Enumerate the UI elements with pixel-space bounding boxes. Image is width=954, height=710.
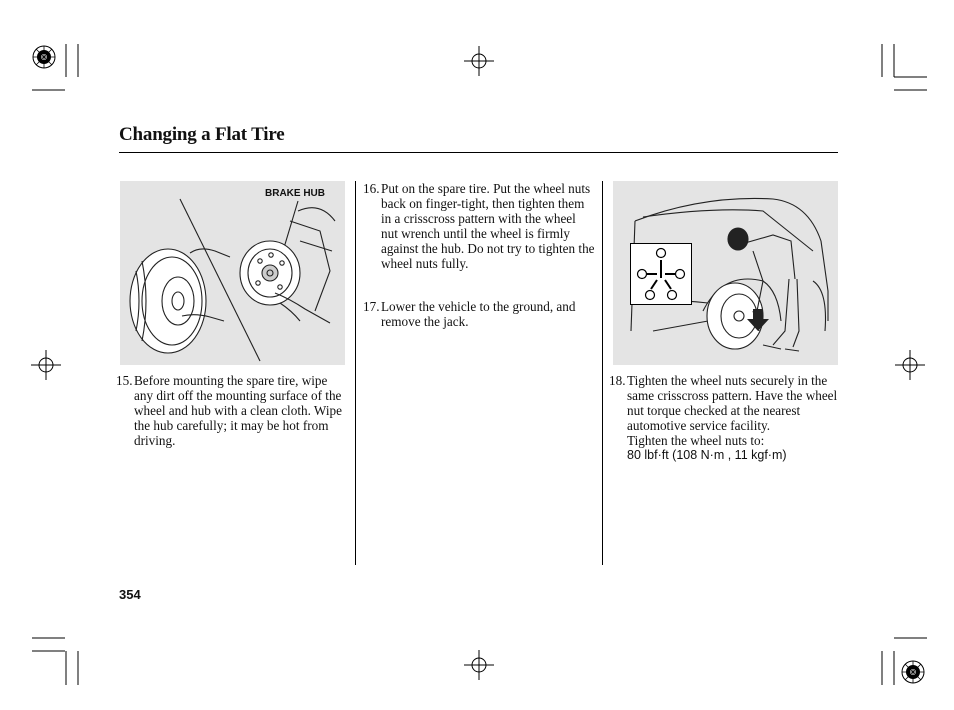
column-divider (355, 181, 356, 565)
step-text: Put on the spare tire. Put the wheel nuts back on finger-tight, then tighten them in a crisscross pattern with the wheel nut wrench until the wheel is firmly against the hub. Do not try to tighten the wheel nuts fully. (381, 181, 595, 271)
torque-value: 80 lbf·ft (108 N·m , 11 kgf·m) (627, 448, 787, 462)
step-15 (116, 373, 344, 448)
step-text: Before mounting the spare tire, wipe any dirt off the mounting surface of the wheel and hub with a clean cloth. Wipe the hub carefully; it may be hot from driving. (134, 373, 342, 448)
figure-brake-hub (120, 181, 345, 365)
step-17 (363, 299, 595, 329)
step-number: 17. (363, 299, 380, 314)
step-text: Lower the vehicle to the ground, and remove the jack. (381, 299, 576, 329)
step-16 (363, 181, 595, 271)
step-text: Tighten the wheel nuts securely in the same crisscross pattern. Have the wheel nut torque checked at the nearest automotive service facility. (627, 373, 838, 433)
figure-tighten-nuts (613, 181, 838, 365)
tire-hub-illustration (120, 181, 345, 365)
crisscross-pattern-inset (630, 243, 692, 305)
step-18 (609, 373, 841, 463)
registration-target-icon (33, 46, 55, 68)
title-rule (119, 152, 838, 153)
step-number: 18. (609, 373, 626, 388)
crisscross-pattern-icon (631, 244, 691, 304)
figure-label-brake-hub: BRAKE HUB (265, 188, 325, 199)
page-number: 354 (119, 587, 141, 602)
registration-target-icon (902, 661, 924, 683)
column-divider (602, 181, 603, 565)
page-title: Changing a Flat Tire (119, 124, 285, 145)
step-number: 16. (363, 181, 380, 196)
torque-intro: Tighten the wheel nuts to: (627, 433, 765, 448)
step-number: 15. (116, 373, 133, 388)
